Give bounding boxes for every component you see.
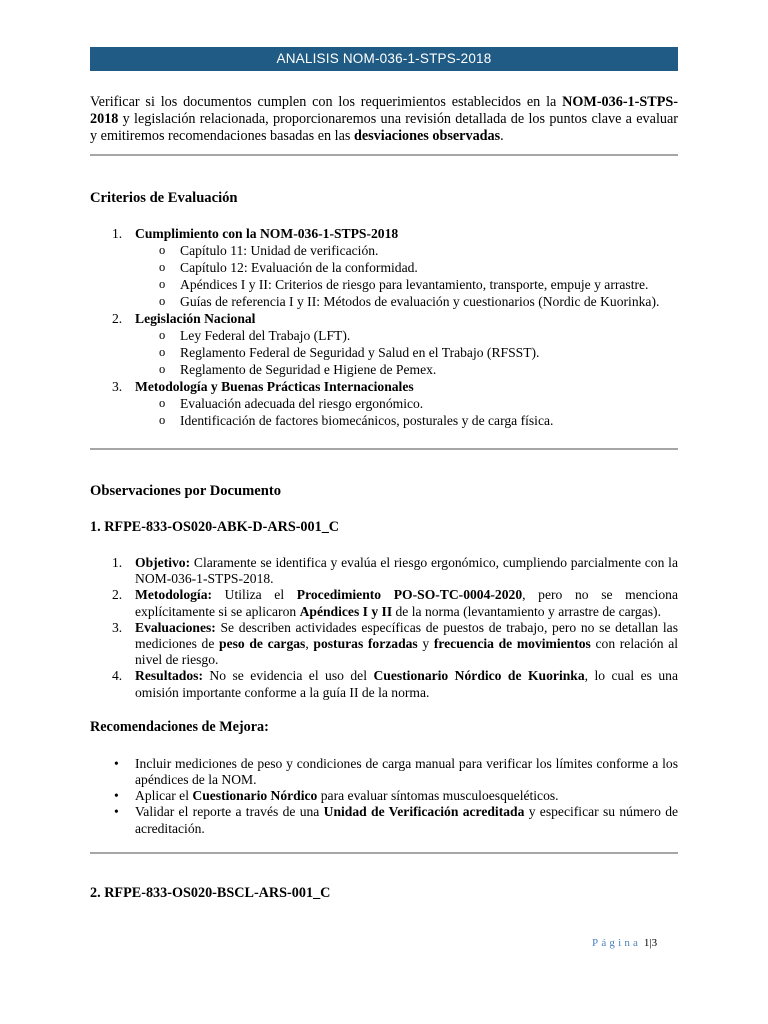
observation-label: Evaluaciones: (135, 619, 216, 635)
observation-bold: peso de cargas (219, 636, 306, 652)
page-total: 3 (651, 937, 658, 949)
recommendation-bold: Unidad de Verificación acreditada (323, 804, 525, 820)
list-number: 4. (112, 668, 123, 684)
bullet-marker: • (114, 788, 119, 804)
sub-item (90, 412, 678, 429)
page-separator: | (649, 937, 652, 949)
sub-marker: o (159, 260, 166, 274)
criteria-heading: Criterios de Evaluación (90, 190, 238, 206)
observation-bold: Apéndices I y II (299, 603, 393, 619)
divider (90, 448, 678, 450)
recommendation-text: para evaluar síntomas musculoesqueléticos. (317, 788, 559, 804)
observation-item (90, 620, 678, 669)
sub-item-text: Ley Federal del Trabajo (LFT). (180, 328, 351, 343)
recommendation-item (90, 756, 678, 788)
list-number: 3. (112, 619, 123, 635)
divider (90, 154, 678, 156)
page-number: 1 (643, 937, 650, 949)
recommendation-text: Aplicar el (135, 788, 193, 804)
sub-marker: o (159, 362, 166, 376)
document-page (90, 47, 678, 902)
sub-marker: o (159, 294, 166, 308)
sub-item (90, 293, 678, 310)
observation-text: Se describen actividades específicas de puestos de trabajo, pero no se detallan las mediciones de (135, 619, 678, 652)
observations-list (90, 555, 678, 701)
sub-item (90, 344, 678, 361)
sub-marker: o (159, 345, 166, 359)
sub-marker: o (159, 277, 166, 291)
observation-text: No se evidencia el uso del (202, 668, 374, 684)
criteria-item (90, 378, 678, 429)
intro-bold-nom: NOM-036-1-STPS-2018 (90, 94, 678, 127)
observation-text: , pero no se menciona explícitamente si se aplicaron (135, 587, 679, 619)
observation-text: de la norma (levantamiento y arrastre de cargas). (392, 603, 661, 619)
criteria-item-title: Legislación Nacional (135, 311, 256, 326)
sub-marker: o (159, 396, 166, 410)
recommendation-text: Validar el reporte a través de una (135, 804, 324, 820)
recommendations-list (90, 756, 678, 837)
observation-label: Resultados: (135, 668, 203, 684)
observation-bold: Procedimiento PO-SO-TC-0004-2020 (296, 587, 523, 603)
sub-item-text: Guías de referencia I y II: Métodos de evaluación y cuestionarios (Nordic de Kuorinka). (180, 294, 660, 309)
observations-heading: Observaciones por Documento (90, 483, 282, 499)
observation-label: Metodología: (135, 587, 213, 603)
document-1-title: 1. RFPE-833-OS020-ABK-D-ARS-001_C (90, 519, 340, 535)
observation-text: , (305, 636, 314, 652)
sub-marker: o (159, 243, 166, 257)
observation-text: y (417, 636, 434, 652)
recommendation-text: y especificar su número de acreditación. (135, 804, 679, 836)
banner-title: ANALISIS NOM-036-1-STPS-2018 (90, 47, 678, 71)
sub-item-text: Apéndices I y II: Criterios de riesgo para levantamiento, transporte, empuje y arrastre. (180, 277, 649, 292)
sub-item-text: Capítulo 11: Unidad de verificación. (180, 243, 379, 258)
observation-item (90, 668, 678, 700)
page-footer (592, 937, 657, 949)
sub-item (90, 395, 678, 412)
list-number: 2. (112, 587, 123, 603)
observation-bold: Cuestionario Nórdico de Kuorinka (373, 668, 585, 684)
criteria-list (90, 225, 678, 429)
sub-item-text: Capítulo 12: Evaluación de la conformidad. (180, 260, 418, 275)
page-word: Página (592, 937, 642, 949)
sub-item (90, 276, 678, 293)
intro-bold-deviations: desviaciones observadas (353, 128, 501, 144)
sub-item-text: Reglamento Federal de Seguridad y Salud en el Trabajo (RFSST). (180, 345, 540, 360)
sub-item (90, 259, 678, 276)
intro-text: . (500, 128, 504, 144)
observation-text: Utiliza el (212, 587, 297, 603)
recommendation-text: Incluir mediciones de peso y condiciones de carga manual para verificar los límites conforme a los apéndices de la NOM. (135, 755, 678, 788)
criteria-sublist (135, 327, 678, 378)
sub-item-text: Reglamento de Seguridad e Higiene de Pemex. (180, 362, 437, 377)
sub-marker: o (159, 413, 166, 427)
observation-bold: frecuencia de movimientos (433, 636, 591, 652)
observation-bold: posturas forzadas (313, 636, 418, 652)
criteria-sublist (135, 395, 678, 429)
list-number: 1. (112, 226, 123, 241)
observation-text: con relación al nivel de riesgo. (135, 636, 678, 668)
sub-item (90, 327, 678, 344)
observation-label: Objetivo: (135, 555, 191, 570)
criteria-item (90, 310, 678, 378)
intro-text: y legislación relacionada, proporcionaremos una revisión detallada de los puntos clave a evaluar y emitiremos recomendaciones basadas en las (90, 111, 678, 144)
sub-item (90, 361, 678, 378)
bullet-marker: • (114, 804, 119, 820)
list-number: 1. (112, 555, 123, 570)
list-number: 2. (112, 311, 123, 326)
recommendation-item (90, 788, 678, 804)
sub-item-text: Evaluación adecuada del riesgo ergonómico. (180, 396, 424, 411)
recommendation-item (90, 804, 678, 836)
intro-text: Verificar si los documentos cumplen con los requerimientos establecidos en la (90, 94, 563, 110)
observation-text: , lo cual es una omisión importante conforme a la guía II de la norma. (135, 668, 678, 700)
criteria-sublist (135, 242, 678, 310)
list-number: 3. (112, 379, 123, 394)
recommendation-bold: Cuestionario Nórdico (192, 788, 318, 804)
intro-paragraph (90, 94, 678, 145)
criteria-item-title: Cumplimiento con la NOM-036-1-STPS-2018 (135, 226, 399, 241)
observation-item (90, 587, 678, 619)
recommendations-heading: Recomendaciones de Mejora: (90, 718, 269, 735)
bullet-marker: • (114, 755, 119, 771)
document-2-title: 2. RFPE-833-OS020-BSCL-ARS-001_C (90, 884, 331, 901)
divider (90, 852, 678, 854)
sub-marker: o (159, 328, 166, 342)
sub-item (90, 242, 678, 259)
criteria-item (90, 225, 678, 310)
sub-item-text: Identificación de factores biomecánicos, posturales y de carga física. (180, 413, 554, 428)
observation-item (90, 555, 678, 587)
criteria-item-title: Metodología y Buenas Prácticas Internacionales (135, 379, 414, 394)
observation-text: Claramente se identifica y evalúa el riesgo ergonómico, cumpliendo parcialmente con la NOM-036-1-STPS-2018. (135, 555, 678, 587)
